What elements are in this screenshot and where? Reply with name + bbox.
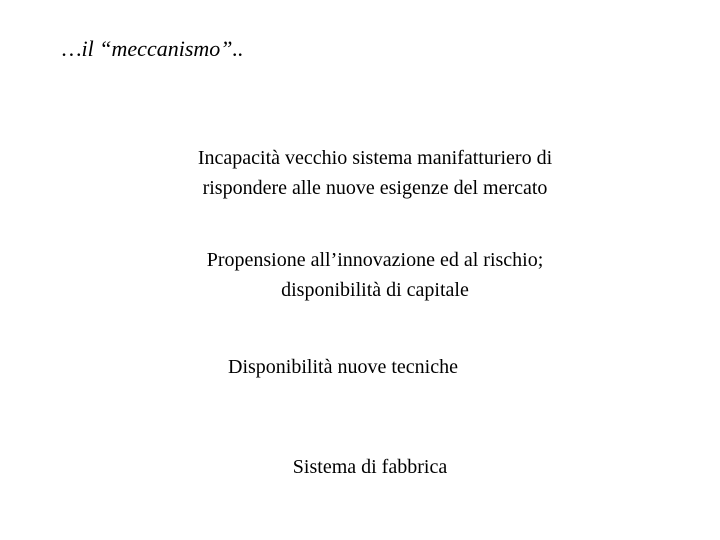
text-line: Propensione all’innovazione ed al rischio; [206, 249, 544, 271]
text-block-manufacturing-inability [160, 143, 590, 203]
text-line: Sistema di fabbrica [292, 456, 448, 478]
text-block-new-techniques [200, 352, 486, 382]
text-block-innovation-propensity [160, 245, 590, 305]
text-line: disponibilità di capitale [281, 279, 469, 301]
text-line: rispondere alle nuove esigenze del mercato [202, 177, 548, 199]
slide-title: …il “meccanismo”.. [62, 36, 244, 61]
text-line: Disponibilità nuove tecniche [228, 356, 458, 378]
text-block-factory-system [270, 452, 470, 482]
text-line: Incapacità vecchio sistema manifatturiero di [197, 147, 553, 169]
